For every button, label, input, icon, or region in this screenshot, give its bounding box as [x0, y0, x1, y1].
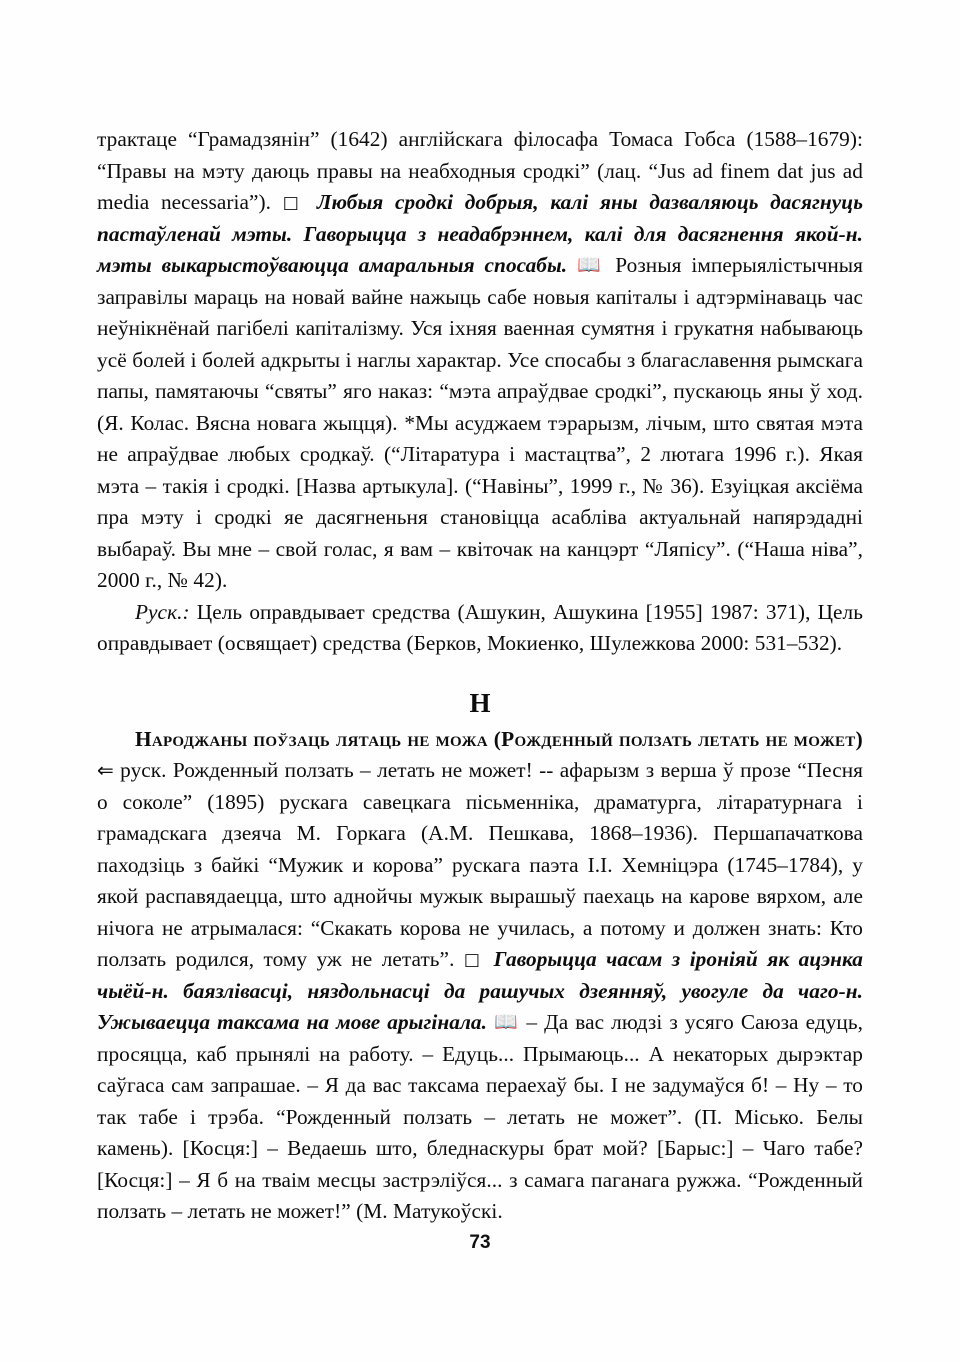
entry-definition-text: Гаворыцца часам з іроніяй як ацэнка чыёй-н. баязлівасці, няздольнасці да рашучых дзеянняў, увогуле да чаго-н. Ужываецца таксама на мове арыгінала.: [97, 947, 864, 1034]
square-icon: □: [282, 193, 306, 213]
entry-headword: Народжаны поўзаць лятаць не можа (Рожденный ползать летать не может): [135, 726, 863, 751]
letter-heading-n: Н: [469, 687, 491, 718]
page-number: 73: [469, 1232, 491, 1253]
book-icon-2: 📖: [494, 1011, 520, 1033]
book-icon: 📖: [577, 254, 606, 276]
russian-label: Руск.:: [135, 599, 190, 624]
letter-heading-block: [97, 660, 863, 724]
square-icon-2: □: [463, 950, 485, 970]
russian-equivalents-text: Цель оправдывает средства (Ашукин, Ашукина [1955] 1987: 371), Цель оправдывает (освящает) средства (Берков, Мокиенко, Шулежкова 2000: 531–532).: [97, 599, 863, 655]
paragraph-russian-equivalents: [97, 597, 863, 660]
para1-definition-text: Любыя сродкі добрыя, калі яны дазваляюць дасягнуць пастаўленай мэты. Гаворыцца з неадабрэннем, калі для дасягнення якой-н. мэты выкарыстоўваюцца амаральныя спосабы.: [97, 190, 863, 277]
entry-examples-text: – Да вас людзі з усяго Саюза едуць, просяцца, каб прынялі на работу. – Едуць... Прымаюць... А некаторых дырэктар саўгаса сам запрашае. – Я да вас таксама пераехаў бы. І не задумаўся б! – Ну – то так табе і трэба. “Рожденный ползать – летать не может”. (П. Місько. Белы камень). [Косця:] – Ведаешь што, бледнаскуры брат мой? [Барыс:] – Чаго табе? [Косця:] – Я б на тваім месцы застрэліўся... з самага паганага ружжа. “Рожденный ползать – летать не может!” (М. Матукоўскі.: [97, 1010, 863, 1223]
paragraph-entry-narodzhany: [97, 724, 863, 1228]
text-column: [97, 124, 863, 1228]
para1-lead-text: трактаце “Грамадзянін” (1642) англійскага філосафа Томаса Гобса (1588–1679): “Правы на мэту даюць правы на неабходныя сродкі” (лац. “Jus ad finem dat jus ad media necessaria”).: [97, 127, 863, 214]
paragraph-mэta-entry: [97, 124, 863, 597]
entry-etymology-text: руск. Рожденный ползать – летать не может! -- афарызм з верша ў прозе “Песня о соколе” (1895) рускага савецкага пісьменніка, драматурга, літаратурнага і грамадскага дзеяча М. Горкага (А.М. Пешкава, 1868–1936). Першапачаткова паходзіць з байкі “Мужик и корова” рускага паэта І.І. Хемніцэра (1745–1784), у якой распавядаецца, што аднойчы мужык вырашыў паехаць на карове вярхом, але нічога не атрымалася: “Скакать корова не училась, а потому и должен знать: Кто ползать родился, тому уж не летать”.: [97, 758, 863, 971]
arrow-left-double-icon: ⇐: [97, 758, 114, 782]
para1-citation-text: Розныя імперыялістычныя заправілы мараць на новай вайне нажыць сабе новыя капіталы і адтэрмінаваць час неўнікнёнай пагібелі капіталізму. Уся іхняя ваенная сумятня і грукатня набываюць усё болей і болей адкрыты і наглы характар. Усе спосабы з благаславення рымскага папы, памятаючы “святы” яго наказ: “мэта апраўдвае сродкі”, пускаюць яны ў ход. (Я. Колас. Вясна новага жыцця). *Мы асуджаем тэрарызм, лічым, што святая мэта не апраўдвае любых сродкаў. (“Літаратура і мастацтва”, 2 лютага 1996 г.). Якая мэта – такія і сродкі. [Назва артыкула]. (“Навіны”, 1999 г., № 36). Езуіцкая аксіёма пра мэту і сродкі яе дасягненьня становіцца асабліва актуальнай напярэдадні выбараў. Вы мне – свой голас, я вам – квіточак на канцэрт “Ляпісу”. (“Наша ніва”, 2000 г., № 42).: [97, 253, 863, 592]
